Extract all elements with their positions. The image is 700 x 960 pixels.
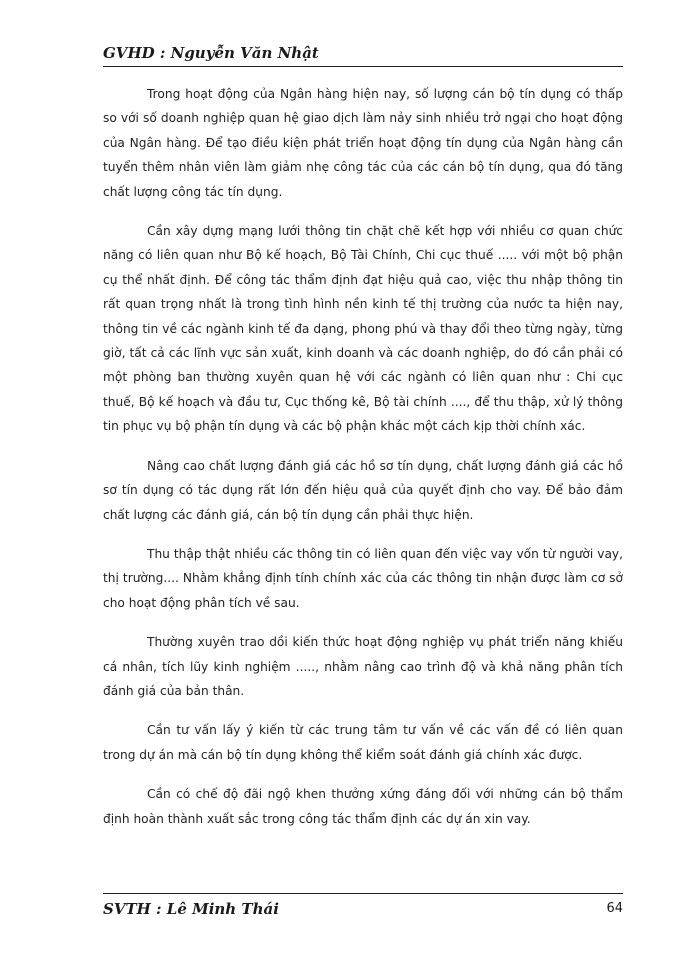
paragraph: Thu thập thật nhiều các thông tin có liên quan đến việc vay vốn từ người vay, thị trường.... Nhằm khẳng định tính chính xác của các thông tin nhận được làm cơ sở cho hoạt động phân tích về sau. <box>103 546 623 610</box>
page-footer <box>103 893 623 922</box>
paragraph: Cần tư vấn lấy ý kiến từ các trung tâm tư vấn về các vấn đề có liên quan trong dự án mà cán bộ tín dụng không thể kiểm soát đánh giá chính xác được. <box>103 723 623 762</box>
page-header <box>103 42 623 67</box>
paragraph: Cần xây dựng mạng lưới thông tin chặt chẽ kết hợp với nhiều cơ quan chức năng có liên quan như Bộ kế hoạch, Bộ Tài Chính, Chi cục thuế ..... với một bộ phận cụ thể nhất định. Để công tác thẩm định đạt hiệu quả cao, việc thu nhập thông tin rất quan trọng nhất là trong tình hình nền kinh tế thị trường của nước ta hiện nay, thông tin về các ngành kinh tế đa dạng, phong phú và thay đổi theo từng ngày, từng giờ, tất cả các lĩnh vực sản xuất, kinh doanh và các doanh nghiệp, do đó cần phải có một phòng ban thường xuyên quan hệ với các ngành có liên quan như : Chi cục thuế, Bộ kế hoạch và đầu tư, Cục thống kê, Bộ tài chính ...., để thu thập, xử lý thông tin phục vụ bộ phận tín dụng và các bộ phận khác một cách kịp thời chính xác. <box>103 224 623 434</box>
footer-student: SVTH : Lê Minh Thái <box>103 900 279 918</box>
paragraph: Nâng cao chất lượng đánh giá các hồ sơ tín dụng, chất lượng đánh giá các hồ sơ tín dụng có tác dụng rất lớn đến hiệu quả của quyết định cho vay. Để bảo đảm chất lượng các đánh giá, cán bộ tín dụng cần phải thực hiện. <box>103 458 623 522</box>
paragraph: Trong hoạt động của Ngân hàng hiện nay, số lượng cán bộ tín dụng có thấp so với số doanh nghiệp quan hệ giao dịch làm nảy sinh nhiều trở ngại cho hoạt động của Ngân hàng. Để tạo điều kiện phát triển hoạt động tín dụng của Ngân hàng cần tuyển thêm nhân viên làm giảm nhẹ công tác của các cán bộ tín dụng, qua đó tăng chất lượng công tác tín dụng. <box>103 87 623 199</box>
header-advisor: GVHD : Nguyễn Văn Nhật <box>103 44 319 62</box>
page-number: 64 <box>606 901 623 916</box>
page-body <box>103 82 623 846</box>
paragraph: Cần có chế độ đãi ngộ khen thưởng xứng đáng đối với những cán bộ thẩm định hoàn thành xuất sắc trong công tác thẩm định các dự án xin vay. <box>103 787 623 826</box>
paragraph: Thường xuyên trao dồi kiến thức hoạt động nghiệp vụ phát triển năng khiếu cá nhân, tích lũy kinh nghiệm ....., nhằm nâng cao trình độ và khả năng phân tích đánh giá của bản thân. <box>103 635 623 698</box>
